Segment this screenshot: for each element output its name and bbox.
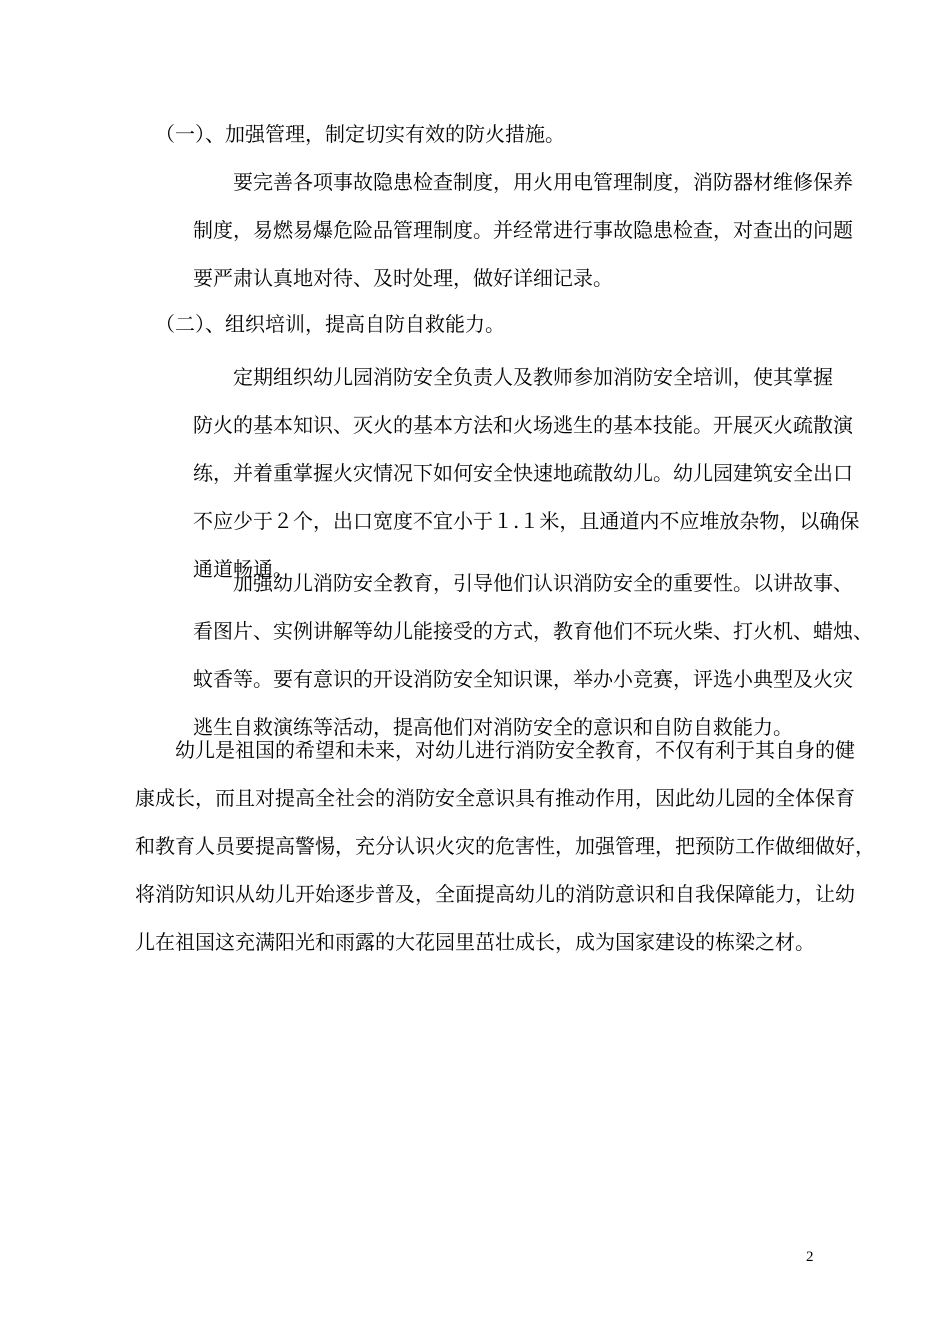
paragraph-line: 不应少于２个，出口宽度不宜小于１.１米，且通道内不应堆放杂物，以确保 [193, 509, 860, 533]
paragraph-line: 练，并着重掌握火灾情况下如何安全快速地疏散幼儿。幼儿园建筑安全出口 [193, 461, 853, 485]
section-1-paragraph [193, 158, 853, 302]
section-2-paragraph-1 [193, 353, 859, 593]
paragraph-line: 康成长，而且对提高全社会的消防安全意识具有推动作用，因此幼儿园的全体保育 [135, 786, 855, 810]
paragraph-line: 逃生自救演练等活动，提高他们对消防安全的意识和自防自救能力。 [193, 715, 793, 739]
paragraph-line: 将消防知识从幼儿开始逐步普及，全面提高幼儿的消防意识和自我保障能力，让幼 [135, 882, 855, 906]
paragraph-line: 蚊香等。要有意识的开设消防安全知识课，举办小竞赛，评选小典型及火灾 [193, 667, 853, 691]
paragraph-line: 要严肃认真地对待、及时处理，做好详细记录。 [193, 266, 613, 290]
paragraph-line: 定期组织幼儿园消防安全负责人及教师参加消防安全培训，使其掌握 [233, 365, 833, 389]
section-heading-1: （一）、加强管理，制定切实有效的防火措施。 [155, 122, 565, 146]
page-number: 2 [806, 1249, 814, 1265]
section-heading-2: （二）、组织培训，提高自防自救能力。 [155, 312, 505, 336]
paragraph-line: 儿在祖国这充满阳光和雨露的大花园里茁壮成长，成为国家建设的栋梁之材。 [135, 930, 815, 954]
conclusion-paragraph [135, 726, 875, 966]
section-2-paragraph-2 [193, 559, 873, 751]
paragraph-line: 制度，易燃易爆危险品管理制度。并经常进行事故隐患检查，对查出的问题 [193, 218, 853, 242]
paragraph-line: 和教育人员要提高警惕，充分认识火灾的危害性，加强管理，把预防工作做细做好， [135, 834, 875, 858]
paragraph-line: 加强幼儿消防安全教育，引导他们认识消防安全的重要性。以讲故事、 [233, 571, 853, 595]
paragraph-line: 要完善各项事故隐患检查制度，用火用电管理制度，消防器材维修保养 [233, 170, 853, 194]
paragraph-line: 幼儿是祖国的希望和未来，对幼儿进行消防安全教育，不仅有利于其自身的健 [175, 738, 855, 762]
paragraph-line: 看图片、实例讲解等幼儿能接受的方式，教育他们不玩火柴、打火机、蜡烛、 [193, 619, 873, 643]
paragraph-line: 通道畅通。 [193, 557, 293, 581]
paragraph-line: 防火的基本知识、灭火的基本方法和火场逃生的基本技能。开展灭火疏散演 [193, 413, 853, 437]
